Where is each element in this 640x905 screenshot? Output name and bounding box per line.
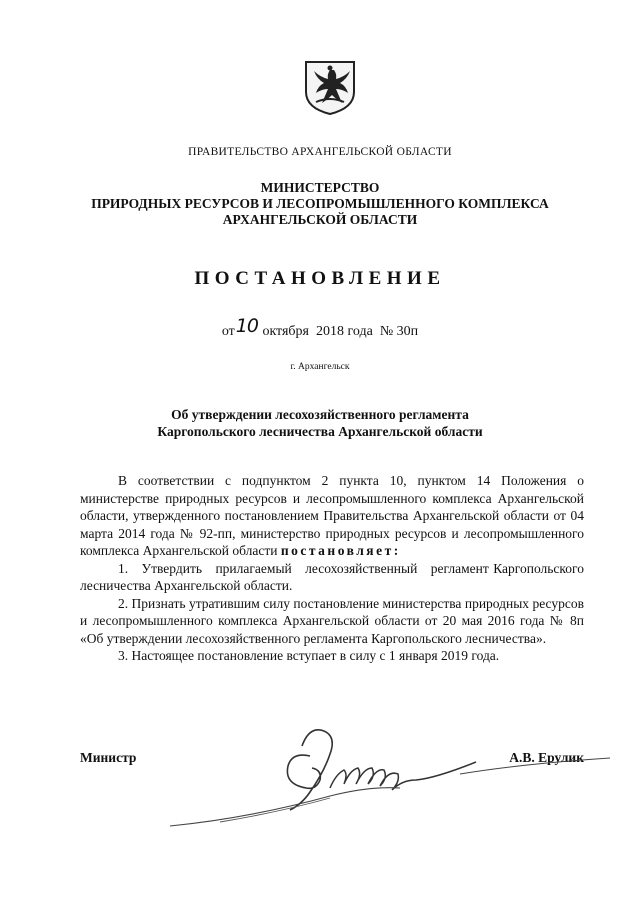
ministry-line-2: ПРИРОДНЫХ РЕСУРСОВ И ЛЕСОПРОМЫШЛЕННОГО КОМПЛЕКСА <box>91 196 549 211</box>
item-3: 3. Настоящее постановление вступает в силу с 1 января 2019 года. <box>118 648 500 663</box>
document-body <box>80 472 588 665</box>
ministry-line-1: МИНИСТЕРСТВО <box>260 180 380 195</box>
subject-line-2: Каргопольского лесничества Архангельской области <box>157 424 483 439</box>
government-name: ПРАВИТЕЛЬСТВО АРХАНГЕЛЬСКОЙ ОБЛАСТИ <box>188 146 452 158</box>
decree-word: постановляет: <box>280 543 401 558</box>
ministry-line-3: АРХАНГЕЛЬСКОЙ ОБЛАСТИ <box>222 212 418 227</box>
coat-of-arms-icon <box>300 58 360 116</box>
date-prefix: от <box>221 324 235 339</box>
date-rest: октября 2018 года № 30п <box>262 324 419 339</box>
handwritten-day: 10 <box>235 315 258 337</box>
subject-line-1: Об утверждении лесохозяйственного регламента <box>171 407 469 422</box>
document-type: ПОСТАНОВЛЕНИЕ <box>194 268 446 289</box>
document-city: г. Архангельск <box>290 362 350 372</box>
signer-role: Министр <box>80 750 137 765</box>
ministry-name <box>0 180 640 228</box>
document-date <box>0 315 640 340</box>
item-1: 1. Утвердить прилагаемый лесохозяйственный регламент Каргопольского лесничества Архангельской области. <box>80 560 588 593</box>
signer-name: А.В. Ерулик <box>509 750 584 765</box>
handwritten-signature <box>160 726 620 836</box>
document-subject <box>0 406 640 440</box>
preamble-text: В соответствии с подпунктом 2 пункта 10, пунктом 14 Положения о министерстве природных ресурсов и лесопромышленного комплекса Архангельской области, утвержденного постановлением Правительства Архангельской области от 04 марта 2014 года № 92-пп, министерство природных ресурсов и лесопромышленного комплекса Архангельской области <box>80 473 584 558</box>
preamble-paragraph <box>80 472 584 560</box>
item-2: 2. Признать утратившим силу постановление министерства природных ресурсов и лесопромышленного комплекса Архангельской области от 20 мая 2016 года № 8п «Об утверждении лесохозяйственного регламента Каргопольского лесничества». <box>80 595 584 646</box>
